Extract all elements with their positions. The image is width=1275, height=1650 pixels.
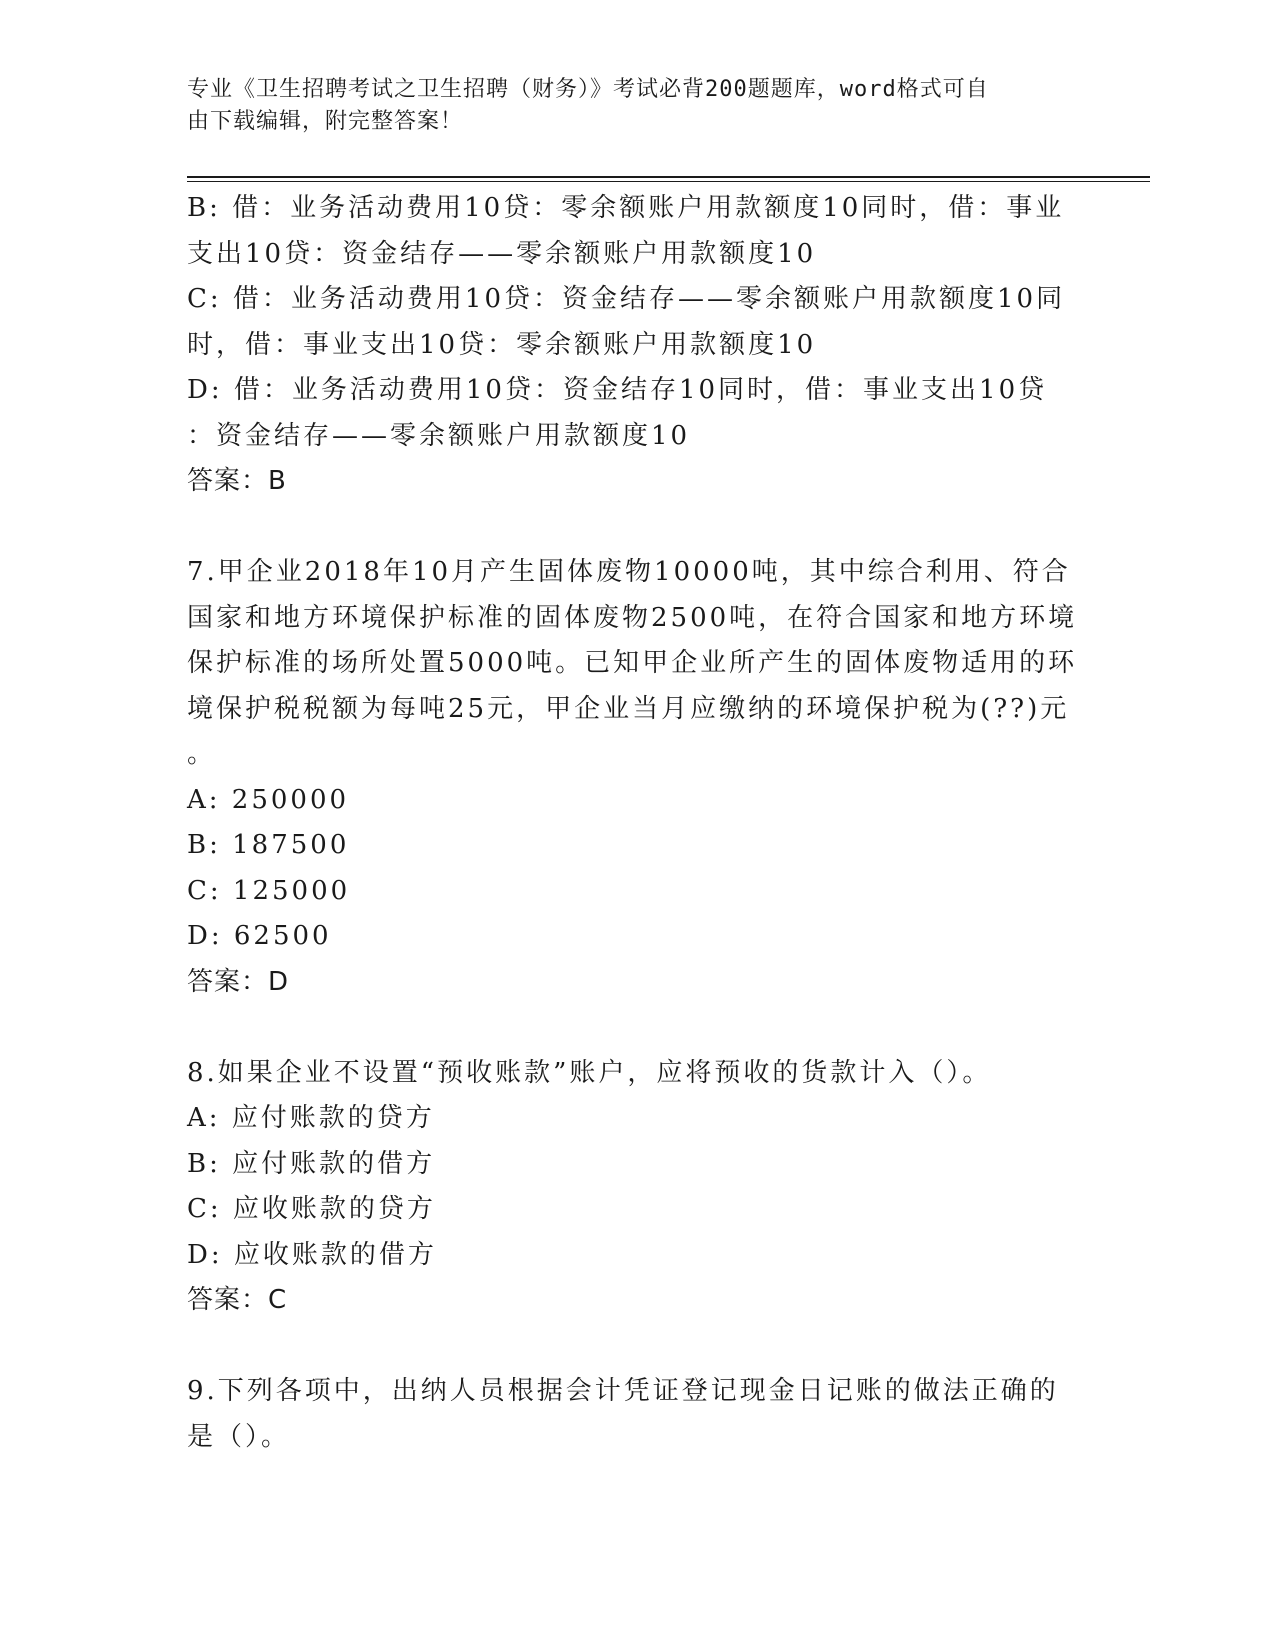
q6-option-b-line-2: 支出10贷：资金结存——零余额账户用款额度10 [187,238,817,269]
question-8-block [187,1051,1067,1324]
q7-stem-line-4: 境保护税税额为每吨25元，甲企业当月应缴纳的环境保护税为(??)元 [187,693,1070,724]
header-rule-thick [187,176,1150,178]
q7-stem-line-1: 7.甲企业2018年10月产生固体废物10000吨，其中综合利用、符合 [187,557,1071,587]
q6-option-c-line-1: C: 借：业务活动费用10贷：资金结存——零余额账户用款额度10同 [187,284,1066,314]
q8-option-a: A: 应付账款的贷方 [187,1103,435,1133]
spacer [187,1005,1067,1051]
question-6-block [187,186,1067,505]
q9-stem-line-2: 是（）。 [187,1421,291,1452]
q7-option-c: C: 125000 [187,875,351,906]
q7-answer: 答案：D [187,966,290,997]
spacer [187,505,1067,551]
document-header [187,74,1057,138]
question-7-block [187,550,1078,1005]
q6-option-d-line-1: D: 借：业务活动费用10贷：资金结存10同时，借：事业支出10贷 [187,375,1048,405]
q6-option-d-line-2: ：资金结存——零余额账户用款额度10 [187,420,691,451]
q6-answer: 答案：B [187,466,287,496]
q7-stem-line-5: 。 [187,739,217,769]
q7-option-a: A: 250000 [187,784,350,815]
q7-stem-line-3: 保护标准的场所处置5000吨。已知甲企业所产生的固体废物适用的环 [187,648,1078,678]
q6-option-b-line-1: B: 借：业务活动费用10贷：零余额账户用款额度10同时，借：事业 [187,193,1065,223]
spacer [187,1324,1067,1370]
q7-option-d: D: 62500 [187,921,332,951]
q8-option-d: D: 应收账款的借方 [187,1239,437,1270]
q8-stem-line-1: 8.如果企业不设置“预收账款”账户，应将预收的货款计入（）。 [187,1057,992,1088]
q8-option-b: B: 应付账款的借方 [187,1148,436,1179]
header-line-2: 由下载编辑，附完整答案！ [187,109,464,134]
header-line-1: 专业《卫生招聘考试之卫生招聘（财务）》考试必背200题题库，word格式可自 [187,77,989,102]
header-rule-thin [187,181,1150,182]
q7-option-b: B: 187500 [187,830,350,860]
q8-answer: 答案：C [187,1285,288,1315]
q7-stem-line-2: 国家和地方环境保护标准的固体废物2500吨，在符合国家和地方环境 [187,602,1078,633]
q9-stem-line-1: 9.下列各项中，出纳人员根据会计凭证登记现金日记账的做法正确的 [187,1376,1059,1406]
question-9-block [187,1369,1067,1460]
q8-option-c: C: 应收账款的贷方 [187,1194,436,1224]
document-body [187,186,1078,1460]
q6-option-c-line-2: 时，借：事业支出10贷：零余额账户用款额度10 [187,329,817,360]
